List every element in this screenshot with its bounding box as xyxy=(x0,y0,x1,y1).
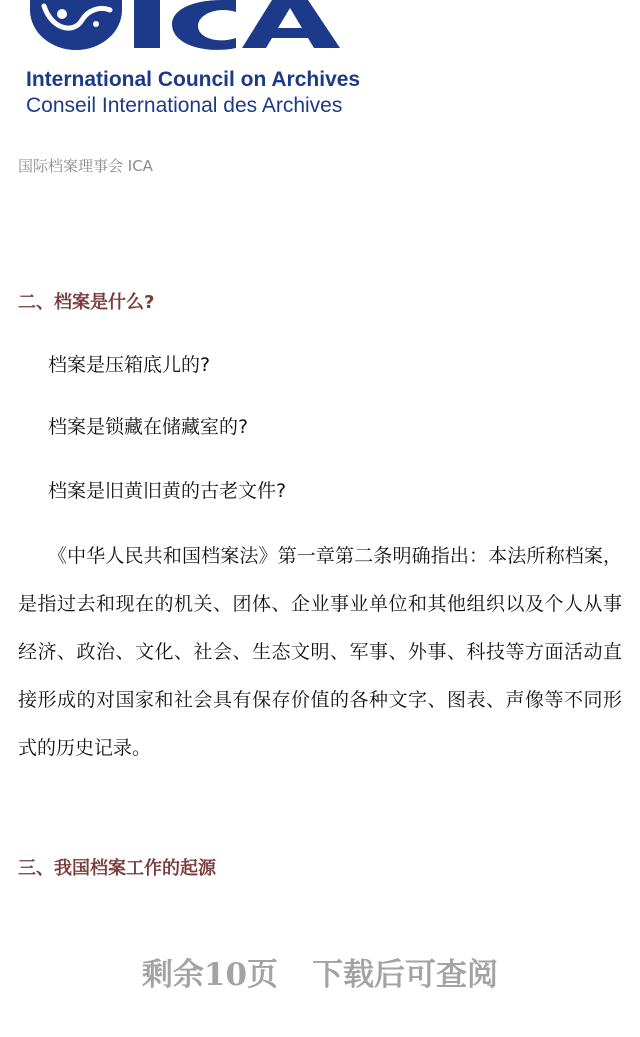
section-two-heading: 二、档案是什么? xyxy=(18,292,155,313)
logo-caption: 国际档案理事会 ICA xyxy=(18,157,153,175)
question-item: 档案是旧黄旧黄的古老文件? xyxy=(48,480,287,502)
section-three-heading: 三、我国档案工作的起源 xyxy=(18,858,216,879)
ica-logo xyxy=(22,0,402,135)
question-item: 档案是锁藏在储藏室的? xyxy=(48,416,249,438)
download-prompt[interactable] xyxy=(0,950,640,1000)
question-item: 档案是压箱底儿的? xyxy=(48,354,211,376)
logo-name-en: International Council on Archives xyxy=(26,68,361,91)
archive-law-definition: 《中华人民共和国档案法》第一章第二条明确指出：本法所称档案，是指过去和现在的机关、团体、企业事业单位和其他组织以及个人从事经济、政治、文化、社会、生态文明、军事、外事、科技等方面活动直接形成的对国家和社会具有保存价值的各种文字、图表、声像等不同形式的历史记录。 xyxy=(18,545,622,759)
ica-emblem-icon xyxy=(22,0,402,135)
remaining-pages-label: 剩余10页 xyxy=(141,957,279,993)
logo-name-fr: Conseil International des Archives xyxy=(26,94,343,117)
download-to-view-label[interactable]: 下载后可查阅 xyxy=(312,957,499,993)
